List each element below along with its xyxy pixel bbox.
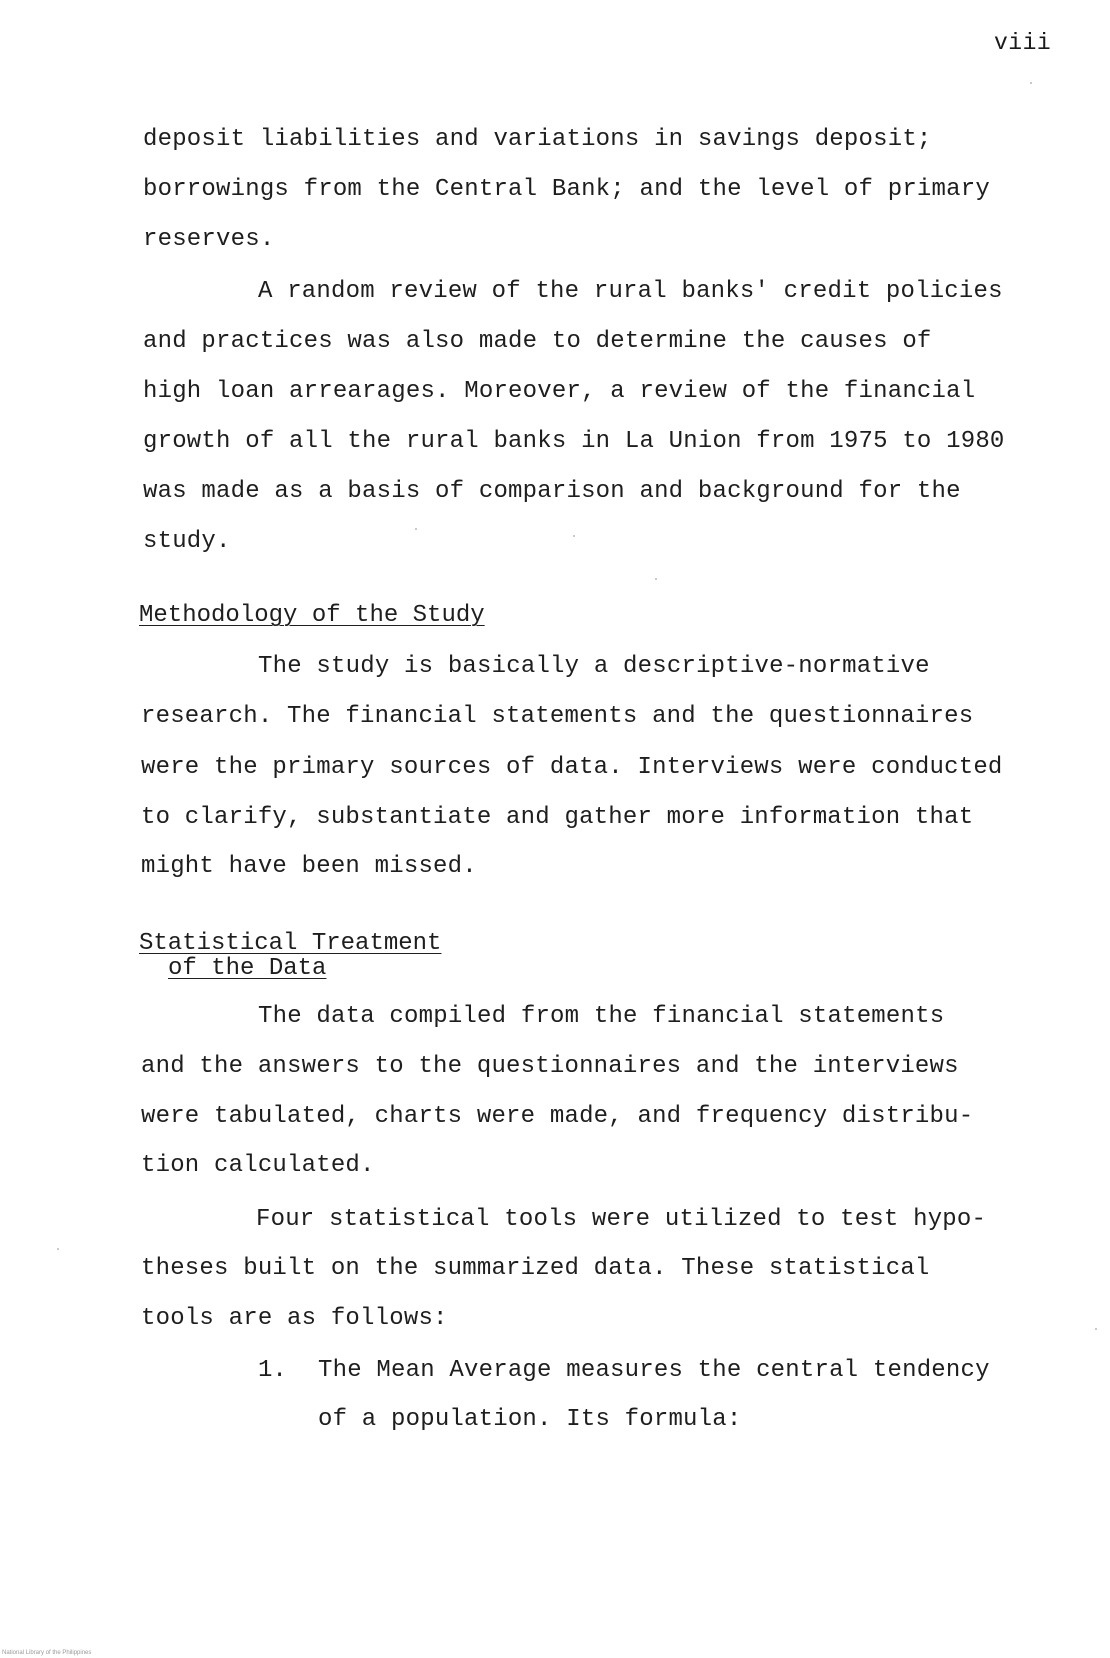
paragraph-line: A random review of the rural banks' credit policies <box>258 278 1003 305</box>
scan-speck <box>415 528 417 530</box>
paragraph-line: Four statistical tools were utilized to test hypo- <box>256 1206 987 1233</box>
paragraph-line: deposit liabilities and variations in savings deposit; <box>143 126 932 153</box>
paragraph-line: was made as a basis of comparison and background for the <box>143 478 961 505</box>
paragraph-line: reserves. <box>143 226 275 253</box>
section-heading-statistical-treatment-continued: of the Data <box>168 955 327 982</box>
paragraph-line: high loan arrearages. Moreover, a review of the financial <box>143 378 976 405</box>
paragraph-line: were tabulated, charts were made, and frequency distribu- <box>141 1103 974 1130</box>
paragraph-line: were the primary sources of data. Interviews were conducted <box>141 754 1003 781</box>
paragraph-line: The data compiled from the financial statements <box>258 1003 945 1030</box>
paragraph-line: study. <box>143 528 231 555</box>
paragraph-line: tools are as follows: <box>141 1305 448 1332</box>
paragraph-line: to clarify, substantiate and gather more information that <box>141 804 974 831</box>
list-item-number: 1. <box>258 1357 287 1384</box>
section-heading-methodology: Methodology of the Study <box>139 602 485 629</box>
paragraph-line: theses built on the summarized data. These statistical <box>141 1255 930 1282</box>
list-item-line: of a population. Its formula: <box>318 1406 742 1433</box>
paragraph-line: growth of all the rural banks in La Union from 1975 to 1980 <box>143 428 1005 455</box>
page-number: viii <box>994 30 1052 56</box>
paragraph-line: borrowings from the Central Bank; and the level of primary <box>143 176 990 203</box>
scan-footer-text: National Library of the Philippines <box>2 1650 92 1656</box>
paragraph-line: and the answers to the questionnaires and the interviews <box>141 1053 959 1080</box>
paragraph-line: might have been missed. <box>141 853 477 880</box>
paragraph-line: tion calculated. <box>141 1152 375 1179</box>
scan-speck <box>1030 82 1032 84</box>
scan-speck <box>573 535 575 537</box>
scan-speck <box>655 578 657 580</box>
scan-speck <box>57 1248 59 1250</box>
paragraph-line: and practices was also made to determine the causes of <box>143 328 932 355</box>
list-item-line: The Mean Average measures the central tendency <box>318 1357 990 1384</box>
section-heading-statistical-treatment: Statistical Treatment <box>139 930 442 957</box>
paragraph-line: research. The financial statements and the questionnaires <box>141 703 974 730</box>
paragraph-line: The study is basically a descriptive-normative <box>258 653 930 680</box>
scan-speck <box>1095 1328 1097 1330</box>
